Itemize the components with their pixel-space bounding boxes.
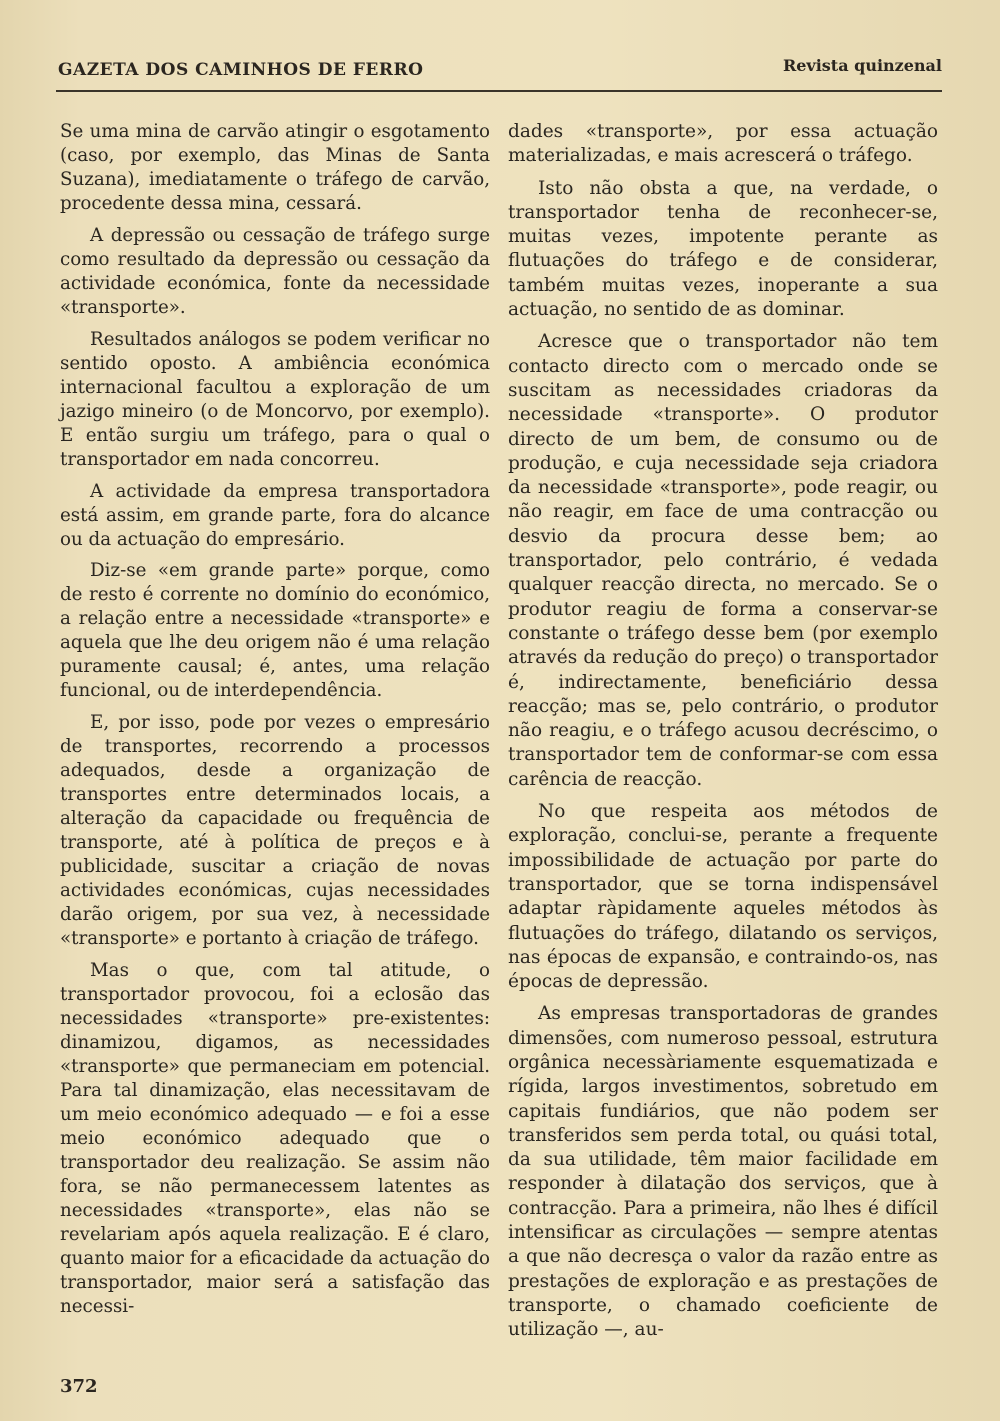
header-rule	[56, 90, 942, 92]
paragraph: No que respeita aos métodos de exploração, conclui-se, perante a frequente impossibilidade de actuação por parte do transportador, que se torna indispensável adaptar ràpidamente aqueles métodos às flutuações do tráfego, dilatando os serviços, nas épocas de expansão, e contraindo-os, nas épocas de depressão.	[508, 801, 938, 993]
paragraph: Mas o que, com tal atitude, o transportador provocou, foi a eclosão das necessidades «transporte» pre-existentes: dinamizou, digamos, as necessidades «transporte» que permaneciam em potencial. Para tal dinamização, elas necessitavam de um meio económico adequado — e foi a esse meio económico adequado que o transportador deu realização. Se assim não fora, se não permanecessem latentes as necessidades «transporte», elas não se revelariam após aquela realização. E é claro, quanto maior for a eficacidade da actuação do transportador, maior será a satisfação das necessi-	[60, 959, 490, 1317]
paragraph-continuation: dades «transporte», por essa actuação materializadas, e mais acrescerá o tráfego.	[508, 121, 938, 167]
paragraph: As empresas transportadoras de grandes dimensões, com numeroso pessoal, estrutura orgânica necessàriamente esquematizada e rígida, largos investimentos, sobretudo em capitais fundiários, que não podem ser transferidos sem perda total, ou quási total, da sua utilidade, têm maior facilidade em responder à dilatação dos serviços, que à contracção. Para a primeira, não lhes é difícil intensificar as circulações — sempre atentas a que não decresça o valor da razão entre as prestações de exploração e as prestações de transporte, o chamado coeficiente de utilização —, au-	[508, 1003, 938, 1341]
running-head-subtitle: Revista quinzenal	[782, 56, 942, 75]
paragraph: A depressão ou cessação de tráfego surge como resultado da depressão ou cessação da actividade económica, fonte da necessidade «transporte».	[60, 224, 490, 318]
running-head-title: GAZETA DOS CAMINHOS DE FERRO	[58, 60, 424, 80]
left-column	[60, 120, 490, 1327]
paragraph: Diz-se «em grande parte» porque, como de resto é corrente no domínio do económico, a relação entre a necessidade «transporte» e aquela que lhe deu origem não é uma relação puramente causal; é, antes, uma relação funcional, ou de interdependência.	[60, 560, 490, 702]
paragraph: Isto não obsta a que, na verdade, o transportador tenha de reconhecer-se, muitas vezes, impotente perante as flutuações do tráfego e de considerar, também muitas vezes, inoperante a sua actuação, no sentido de as dominar.	[508, 177, 938, 321]
right-column	[508, 120, 938, 1351]
paragraph: Acresce que o transportador não tem contacto directo com o mercado onde se suscitam as necessidades criadoras da necessidade «transporte». O produtor directo de um bem, de consumo ou de produção, e cuja necessidade seja criadora da necessidade «transporte», pode reagir, ou não reagir, em face de uma contracção ou desvio da procura desse bem; ao transportador, pelo contrário, é vedada qualquer reacção directa, no mercado. Se o produtor reagiu de forma a conservar-se constante o tráfego desse bem (por exemplo através da redução do preço) o transportador é, indirectamente, beneficiário dessa reacção; mas se, pelo contrário, o produtor não reagiu, e o tráfego acusou decréscimo, o transportador tem de conformar-se com essa carência de reacção.	[508, 331, 938, 790]
paragraph: Resultados análogos se podem verificar no sentido oposto. A ambiência económica internacional facultou a exploração de um jazigo mineiro (o de Moncorvo, por exemplo). E então surgiu um tráfego, para o qual o transportador em nada concorreu.	[60, 328, 490, 470]
paragraph: Se uma mina de carvão atingir o esgotamento (caso, por exemplo, das Minas de Santa Suzana), imediatamente o tráfego de carvão, procedente dessa mina, cessará.	[60, 121, 490, 214]
paragraph: E, por isso, pode por vezes o empresário de transportes, recorrendo a processos adequados, desde a organização de transportes entre determinados locais, a alteração da capacidade ou frequência de transporte, até à política de preços e à publicidade, suscitar a criação de novas actividades económicas, cujas necessidades darão origem, por sua vez, à necessidade «transporte» e portanto à criação de tráfego.	[60, 712, 490, 949]
page-number: 372	[60, 1376, 98, 1397]
paragraph: A actividade da empresa transportadora está assim, em grande parte, fora do alcance ou da actuação do empresário.	[60, 480, 490, 550]
